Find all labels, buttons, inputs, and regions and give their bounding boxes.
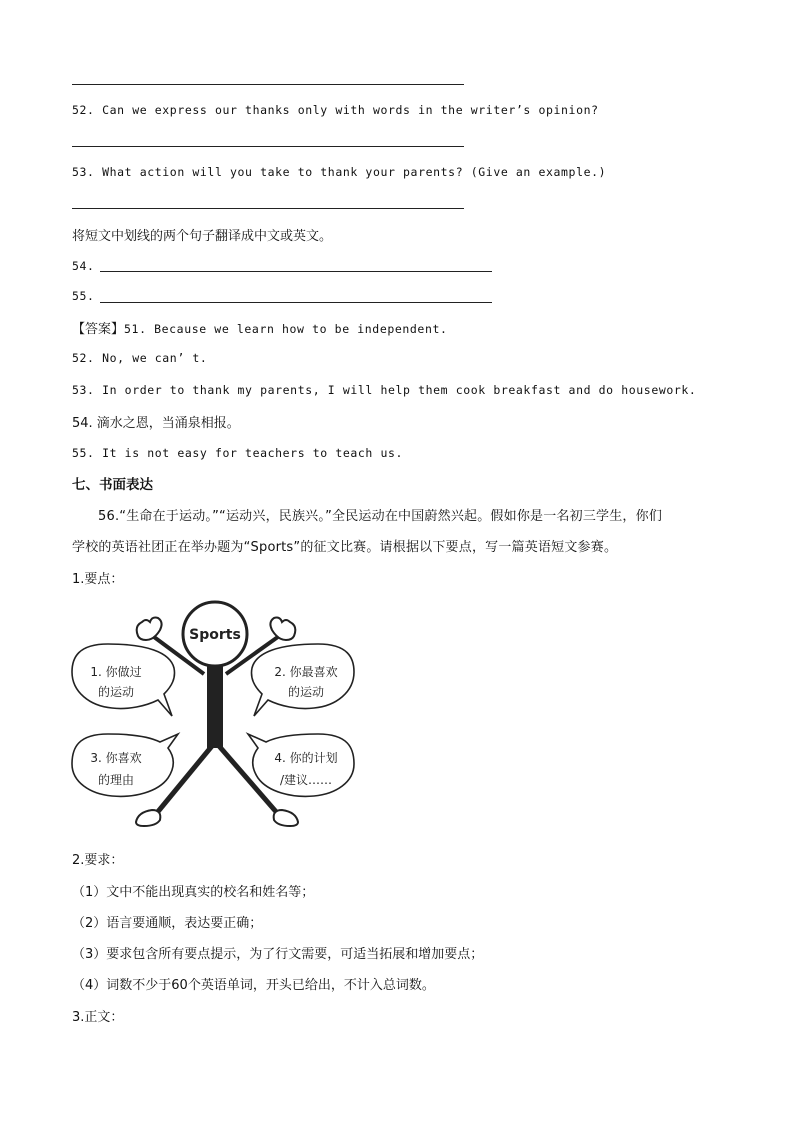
question-53: 53. What action will you take to thank your parents? (Give an example.) [72, 165, 607, 179]
bubble-1 [72, 644, 175, 716]
answer-52: 52. No, we can’ t. [72, 351, 208, 365]
answer-line-51[interactable] [72, 84, 464, 85]
answer-label: 【答案】 [72, 322, 125, 337]
figure-body [207, 666, 223, 748]
bubble-4-line-1: 4. 你的计划 [274, 751, 338, 765]
blank-55-label: 55. [72, 289, 95, 303]
bubble-2-line-1: 2. 你最喜欢 [274, 665, 338, 679]
left-hand-icon [137, 618, 162, 641]
answer-line-52[interactable] [72, 146, 464, 147]
bubble-3 [72, 734, 178, 796]
bubble-2-line-2: 的运动 [287, 685, 325, 699]
prompt-line-2: 学校的英语社团正在举办题为“Sports”的征文比赛。请根据以下要点，写一篇英语短文参赛。 [72, 540, 618, 555]
answer-51-row [72, 318, 448, 338]
answer-line-55[interactable] [100, 302, 492, 303]
requirement-2: （2）语言要通顺，表达要正确； [72, 916, 263, 931]
right-hand-icon [270, 618, 295, 641]
requirements-label: 2.要求： [72, 853, 124, 868]
question-52: 52. Can we express our thanks only with words in the writer’s opinion? [72, 103, 599, 117]
blank-54-label: 54. [72, 259, 95, 273]
answer-line-54[interactable] [100, 271, 492, 272]
bubble-1-line-1: 1. 你做过 [90, 665, 142, 679]
body-label: 3.正文： [72, 1010, 124, 1025]
bubble-4-line-2: /建议…… [279, 773, 333, 787]
requirement-3: （3）要求包含所有要点提示，为了行文需要，可适当拓展和增加要点； [72, 947, 484, 962]
sports-figure [68, 596, 368, 836]
head-text: Sports [189, 627, 241, 643]
bubble-4 [248, 734, 354, 796]
points-label: 1.要点： [72, 572, 124, 587]
answer-55: 55. It is not easy for teachers to teach us. [72, 446, 404, 460]
requirement-1: （1）文中不能出现真实的校名和姓名等； [72, 885, 315, 900]
left-foot-icon [136, 810, 160, 826]
right-foot-icon [274, 810, 298, 826]
translate-instruction: 将短文中划线的两个句子翻译成中文或英文。 [72, 229, 333, 244]
bubble-3-line-1: 3. 你喜欢 [90, 751, 142, 765]
section-title: 七、书面表达 [72, 477, 153, 493]
requirement-4: （4）词数不少于60个英语单词，开头已给出，不计入总词数。 [72, 978, 435, 993]
answer-53: 53. In order to thank my parents, I will help them cook breakfast and do housework. [72, 383, 697, 397]
bubble-2 [251, 644, 354, 716]
answer-54: 54. 滴水之恩，当涌泉相报。 [72, 416, 240, 431]
answer-51: 51. Because we learn how to be independent. [124, 322, 448, 336]
bubble-3-line-2: 的理由 [97, 773, 135, 787]
prompt-line-1: 56.“生命在于运动。”“运动兴，民族兴。”全民运动在中国蔚然兴起。假如你是一名初三学生，你们 [98, 509, 663, 524]
bubble-1-line-2: 的运动 [97, 685, 135, 699]
answer-line-53[interactable] [72, 208, 464, 209]
